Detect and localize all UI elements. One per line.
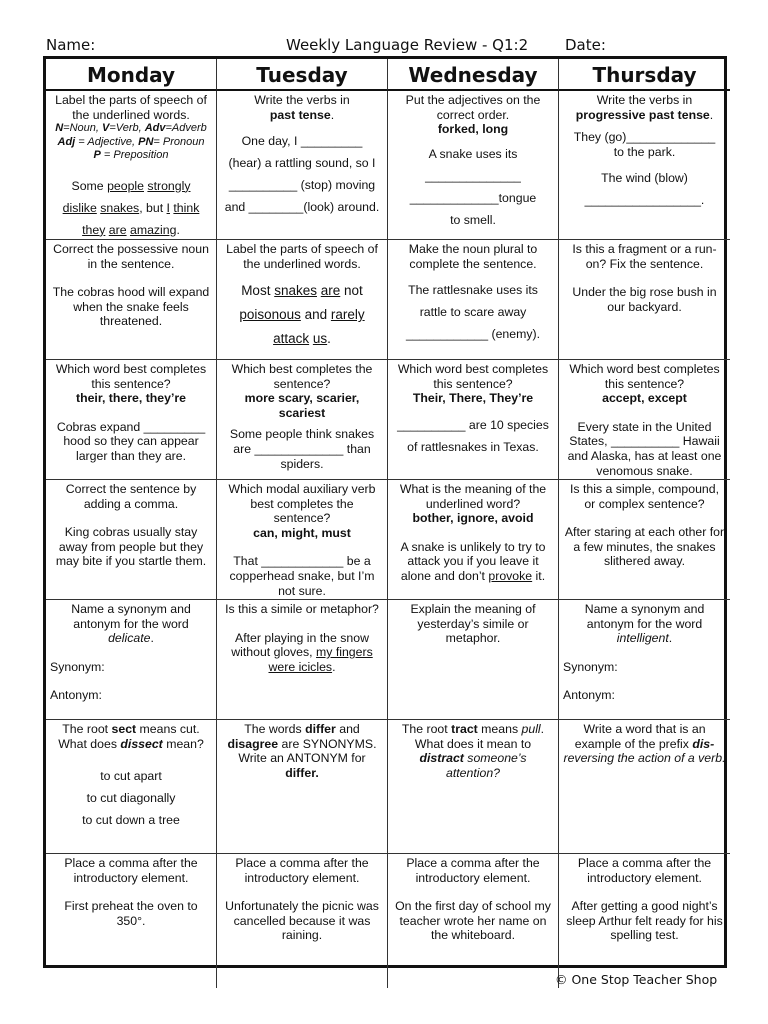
sentence: The cobras hood will expand when the snake feels threatened. [52,285,210,329]
name-label: Name: [46,36,96,54]
instruction: Place a comma after the introductory element. [406,856,540,885]
day-header-tuesday: Tuesday [217,59,388,91]
cell-r6-tuesday [217,720,388,854]
sentence: After staring at each other for a few minutes, the snakes slithered away. [564,525,725,569]
cell-r2-monday [46,240,217,360]
instruction: Put the adjectives on the correct order. [405,93,541,122]
cell-r6-wednesday [388,720,559,854]
pos-key: Adj = Adjective, PN= Pronoun [57,135,205,148]
instruction: Name a synonym and antonym for the word [71,602,191,631]
antonym-label: Antonym: [563,688,615,703]
cell-r1-monday [46,91,217,240]
cell-r7-thursday [559,854,730,988]
cell-r1-tuesday [217,91,388,240]
instruction: Label the parts of speech of the underlined words. [226,242,378,271]
pos-key: N=Noun, V=Verb, Adv=Adverb [55,122,207,135]
cell-r2-wednesday [388,240,559,360]
instruction: What is the meaning of the underlined word? [399,482,547,511]
cell-r4-thursday [559,480,730,600]
sentence-line: to smell. [450,212,496,227]
instruction: Make the noun plural to complete the sentence. [408,242,538,271]
answer-option: to cut apart [100,769,162,784]
sentence-line: __________ (stop) moving [228,178,376,193]
cell-r1-thursday [559,91,730,240]
instruction: Which word best completes this sentence? [55,362,207,391]
cell-r2-tuesday [217,240,388,360]
sentence: After getting a good night’s sleep Arthur felt ready for his spelling test. [566,899,723,943]
sentence-line: of rattlesnakes in Texas. [407,439,539,454]
copyright-footer: © One Stop Teacher Shop [555,972,718,987]
sentence: That ____________ be a copperhead snake, but I’m not sure. [229,554,375,598]
sentence-line: rattle to scare away [419,305,527,320]
cell-r7-wednesday [388,854,559,988]
cell-r4-monday [46,480,217,600]
cell-r4-wednesday [388,480,559,600]
instruction: Is this a fragment or a run-on? Fix the sentence. [572,242,717,271]
sentence-line: to the park. [613,144,676,159]
instruction-emphasis: progressive past tense. [575,107,714,122]
sentence-line: The rattlesnake uses its [408,283,538,298]
sentence-line: _____________tongue [409,190,537,205]
sentence: Cobras expand _________ hood so they can appear larger than they are. [56,419,206,463]
sentence: After playing in the snow without gloves, my fingers were icicles. [231,630,373,674]
instruction: Place a comma after the introductory element. [577,856,712,885]
word-bank: forked, long [437,122,509,137]
cell-r5-thursday [559,600,730,720]
sentence-line: One day, I _________ [241,134,363,149]
cell-r5-tuesday [217,600,388,720]
sentence: King cobras usually stay away from people but they may bite if you startle them. [55,525,207,569]
sentence: Some people think snakes are _____________ than spiders. [229,427,375,471]
cell-r6-thursday [559,720,730,854]
instruction: Explain the meaning of yesterday’s simile or metaphor. [410,602,536,646]
sentence: Unfortunately the picnic was cancelled because it was raining. [225,899,379,943]
instruction: Write the verbs in [596,93,693,107]
date-label: Date: [565,36,606,54]
instruction: Which best completes the sentence? [231,362,373,391]
worksheet-title: Weekly Language Review - Q1:2 [286,36,529,54]
sentence-line: _________________. [584,193,705,208]
day-header-thursday: Thursday [559,59,730,91]
instruction: Is this a simple, compound, or complex sentence? [570,482,719,511]
instruction: Which modal auxiliary verb best completes the sentence? [228,482,376,526]
word-bank: can, might, must [253,525,351,540]
cell-r7-monday [46,854,217,988]
cell-r3-thursday [559,360,730,480]
sentence-line: __________ are 10 species [397,417,549,432]
answer-option: to cut diagonally [86,791,176,806]
sentence-line: They (go)_____________ [573,130,716,145]
day-header-wednesday: Wednesday [388,59,559,91]
synonym-label: Synonym: [563,659,618,674]
sentence: Most snakes are not poisonous and rarely attack us. [239,283,365,347]
instruction: Which word best completes this sentence? [569,362,720,391]
instruction: Write the verbs in [254,93,350,107]
question: The root sect means cut. What does dissect mean? [58,722,204,751]
question: The words differ and disagree are SYNONYMS. Write an ANTONYM for differ. [227,722,377,780]
sentence: Every state in the United States, __________ Hawaii and Alaska, has at least one venomous snake. [567,419,722,478]
sentence-line: ____________ (enemy). [406,327,540,342]
instruction: Place a comma after the introductory element. [235,856,369,885]
target-word: delicate. [108,631,154,646]
sentence: First preheat the oven to 350°. [64,899,198,928]
sentence-line: ______________ [425,168,521,183]
word-bank: their, there, they’re [75,391,187,406]
cell-r6-monday [46,720,217,854]
instruction-emphasis: past tense. [269,107,335,122]
instruction: Label the parts of speech of the underlined words. [55,93,207,122]
cell-r1-wednesday [388,91,559,240]
word-bank: accept, except [602,391,687,406]
cell-r7-tuesday [217,854,388,988]
instruction: Correct the sentence by adding a comma. [65,482,197,511]
question: The root tract means pull. What does it mean to distract someone’s attention? [401,722,545,780]
antonym-label: Antonym: [50,688,102,703]
instruction: Name a synonym and antonym for the word [584,602,705,631]
word-bank: more scary, scarier, scariest [244,391,360,420]
pos-key: P = Preposition [93,149,169,162]
word-bank: Their, There, They’re [412,391,534,406]
instruction: Which word best completes this sentence? [397,362,549,391]
cell-r3-wednesday [388,360,559,480]
question: Write a word that is an example of the prefix dis- reversing the action of a verb. [563,722,726,766]
word-bank: bother, ignore, avoid [412,511,534,526]
cell-r5-wednesday [388,600,559,720]
sentence: Under the big rose bush in our backyard. [572,285,717,314]
sentence: A snake is unlikely to try to attack you if you leave it alone and don’t provoke it. [400,539,546,583]
cell-r3-tuesday [217,360,388,480]
cell-r2-thursday [559,240,730,360]
cell-r3-monday [46,360,217,480]
cell-r5-monday [46,600,217,720]
cell-r4-tuesday [217,480,388,600]
sentence-line: and ________(look) around. [224,200,380,215]
instruction: Is this a simile or metaphor? [225,602,379,616]
review-table [43,56,727,968]
sentence: Some people strongly dislike snakes, but I think they are amazing. [62,178,200,237]
synonym-label: Synonym: [50,659,105,674]
instruction: Correct the possessive noun in the sentence. [53,242,209,271]
sentence-line: (hear) a rattling sound, so I [228,156,376,171]
answer-option: to cut down a tree [82,813,180,828]
sentence-line: A snake uses its [428,146,518,161]
instruction: Place a comma after the introductory element. [64,856,198,885]
sentence: On the first day of school my teacher wrote her name on the whiteboard. [395,899,551,943]
target-word: intelligent. [616,631,673,646]
sentence-line: The wind (blow) [601,171,688,186]
day-header-monday: Monday [46,59,217,91]
